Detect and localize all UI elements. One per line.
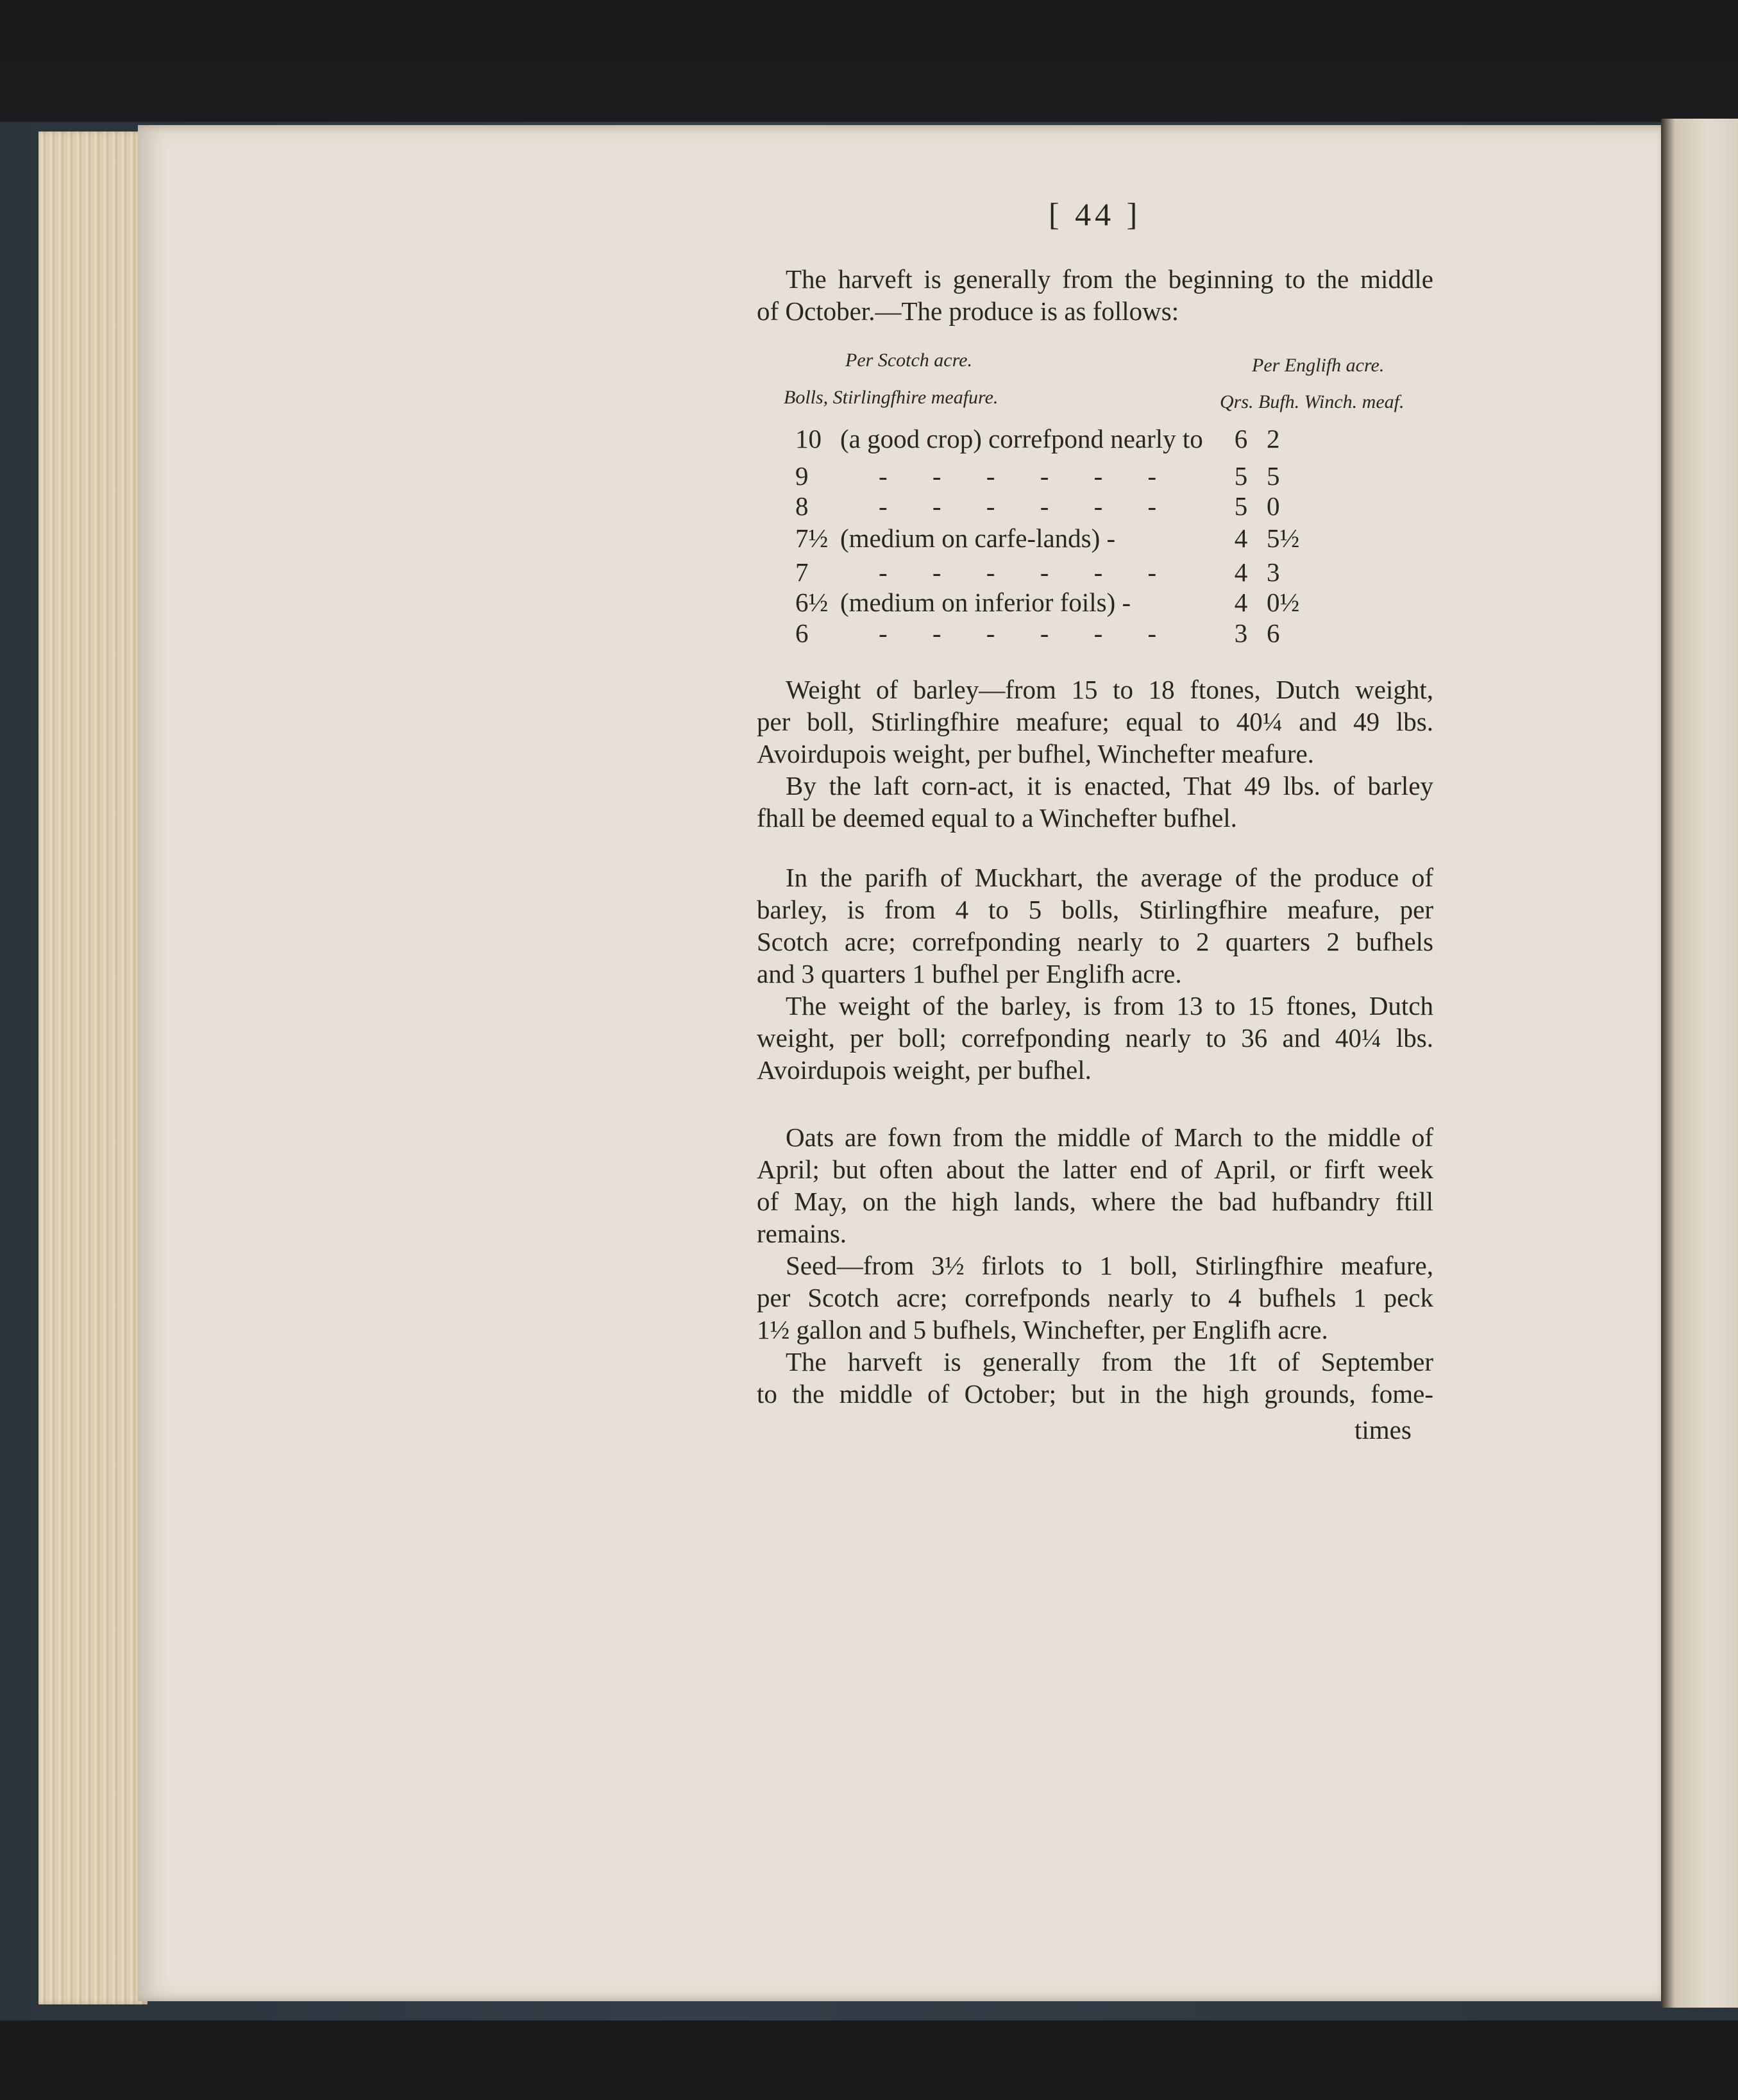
qrs-value: 6 — [1234, 424, 1248, 453]
text-line: of May, on the high lands, where the bad hufbandry ftill — [757, 1187, 1433, 1216]
bushels-value: 0 — [1267, 491, 1280, 521]
bushels-value: 0½ — [1267, 588, 1300, 617]
bolls-value: 7½ — [795, 523, 829, 553]
table-row — [795, 523, 1308, 555]
text-line: The harveft is generally from the beginning to the middle — [786, 264, 1433, 294]
text-line: By the laft corn-act, it is enacted, That 49 lbs. of barley — [786, 771, 1433, 800]
qrs-value: 4 — [1234, 588, 1248, 617]
text-line: The weight of the barley, is from 13 to 15 ftones, Dutch — [786, 991, 1433, 1020]
paragraph-oats — [757, 1121, 1433, 1249]
paragraph-corn-act — [757, 770, 1433, 834]
text-line: Seed—from 3½ firlots to 1 boll, Stirlingfhire meafure, — [786, 1251, 1433, 1280]
bushels-value: 6 — [1267, 618, 1280, 648]
text-line: Oats are fown from the middle of March to the middle of — [786, 1122, 1433, 1152]
bolls-value: 10 — [795, 424, 822, 453]
text-line: April; but often about the latter end of April, or firft week — [757, 1155, 1433, 1184]
table-header-english: Per Englifh acre. — [1252, 355, 1385, 376]
text-line: The harveft is generally from the 1ft of September — [786, 1347, 1433, 1376]
qrs-value: 5 — [1234, 491, 1248, 521]
row-description: - - - - - - — [879, 491, 1157, 521]
page-number: [ 44 ] — [1049, 196, 1142, 232]
table-subheader-qrs: Qrs. Bufh. Winch. meaf. — [1220, 391, 1405, 412]
text-line: fhall be deemed equal to a Winchefter bufhel. — [757, 803, 1237, 833]
table-row — [795, 423, 1308, 455]
text-line: In the parifh of Muckhart, the average of the produce of — [786, 863, 1433, 892]
bolls-value: 8 — [795, 491, 809, 521]
table-row — [795, 618, 1308, 650]
text-line: remains. — [757, 1219, 847, 1248]
paragraph-weight — [757, 673, 1433, 770]
row-description: - - - - - - — [879, 557, 1157, 587]
table-row — [795, 491, 1308, 523]
paragraph-seed — [757, 1249, 1433, 1346]
bushels-value: 5½ — [1267, 523, 1300, 553]
row-description: (medium on inferior foils) - — [840, 588, 1131, 617]
table-row — [795, 461, 1308, 493]
paragraph-weight-muckhart — [757, 990, 1433, 1086]
bushels-value: 3 — [1267, 557, 1280, 587]
page-edges — [38, 131, 148, 2004]
qrs-value: 3 — [1234, 618, 1248, 648]
text-line: Scotch acre; correfponding nearly to 2 quarters 2 bufhels — [757, 927, 1433, 956]
table-header-scotch: Per Scotch acre. — [845, 350, 972, 371]
table-row — [795, 587, 1308, 619]
text-line: Weight of barley—from 15 to 18 ftones, Dutch weight, — [786, 675, 1433, 704]
qrs-value: 4 — [1234, 557, 1248, 587]
catchword: times — [1354, 1415, 1412, 1444]
row-description: - - - - - - — [879, 461, 1157, 491]
row-description: - - - - - - — [879, 618, 1157, 648]
bottom-background — [0, 2020, 1738, 2100]
bolls-value: 6 — [795, 618, 809, 648]
text-line: per Scotch acre; correfponds nearly to 4 bufhels 1 peck — [757, 1283, 1433, 1312]
qrs-value: 4 — [1234, 523, 1248, 553]
bolls-value: 7 — [795, 557, 809, 587]
qrs-value: 5 — [1234, 461, 1248, 491]
text-line: to the middle of October; but in the high grounds, fome- — [757, 1379, 1433, 1409]
text-line: Avoirdupois weight, per bufhel. — [757, 1055, 1092, 1085]
paragraph-harvest — [757, 1346, 1433, 1410]
next-page-edge — [1661, 119, 1738, 2008]
text-line: barley, is from 4 to 5 bolls, Stirlingfhire meafure, per — [757, 895, 1433, 924]
bolls-value: 9 — [795, 461, 809, 491]
row-description: (a good crop) correfpond nearly to — [840, 424, 1203, 453]
table-subheader-bolls: Bolls, Stirlingfhire meafure. — [784, 387, 999, 408]
table-row — [795, 557, 1308, 589]
text-line: Avoirdupois weight, per bufhel, Winchefter meafure. — [757, 739, 1314, 768]
text-line: and 3 quarters 1 bufhel per Englifh acre. — [757, 959, 1182, 988]
row-description: (medium on carfe-lands) - — [840, 523, 1116, 553]
text-line: of October.—The produce is as follows: — [757, 296, 1179, 326]
text-line: 1½ gallon and 5 bufhels, Winchefter, per Englifh acre. — [757, 1315, 1328, 1344]
paragraph-muckhart — [757, 861, 1433, 990]
bolls-value: 6½ — [795, 588, 829, 617]
text-line: weight, per boll; correfponding nearly to 36 and 40¼ lbs. — [757, 1023, 1433, 1053]
intro-paragraph — [757, 263, 1433, 327]
bushels-value: 5 — [1267, 461, 1280, 491]
bushels-value: 2 — [1267, 424, 1280, 453]
text-line: per boll, Stirlingfhire meafure; equal to 40¼ and 49 lbs. — [757, 707, 1433, 736]
